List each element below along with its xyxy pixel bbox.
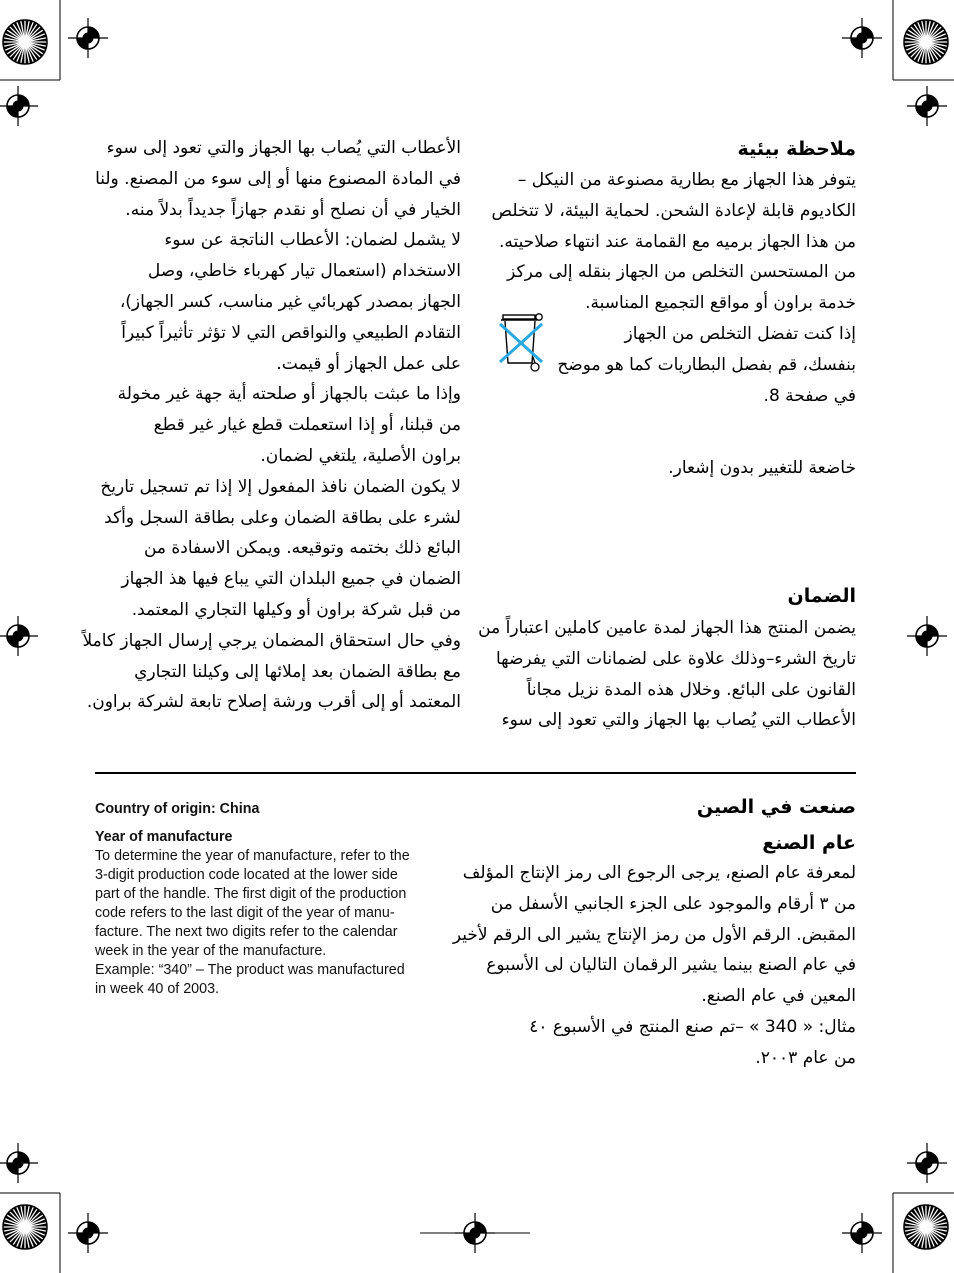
warranty-line: لشرء على بطاقة الضمان وعلى بطاقة السجل وأكد (104, 507, 461, 528)
origin-en-line: week in the year of the manufacture. (95, 943, 327, 959)
registration-mark-icon (0, 616, 38, 656)
warranty-line: الجهاز بمصدر كهربائي غير مناسب، كسر الجهاز)، (119, 291, 461, 312)
color-star-icon (904, 20, 948, 64)
warranty-line: من قبل شركة براون أو وكيلها التجاري المعتمد. (131, 599, 461, 620)
env-note-line: من هذا الجهاز برميه مع القمامة عند انتهاء صلاحيته. (499, 231, 856, 252)
origin-en-line: Example: “340” – The product was manufactured (95, 962, 405, 978)
warranty-line: في المادة المصنوع منها أو إلى سوء من المصنع. ولنا (95, 168, 461, 189)
origin-en-line: part of the handle. The first digit of the production (95, 886, 407, 902)
country-of-origin-label: Country of origin: China (95, 801, 260, 817)
warranty-line: وفي حال استحقاق المضمان يرجي إرسال الجهاز كاملاً (82, 630, 461, 651)
warranty-line: الضمان في جميع البلدان التي يباع فيها هذ الجهاز (121, 569, 461, 590)
registration-mark-icon (842, 18, 882, 58)
warranty-line: الأعطاب التي يُصاب بها الجهاز والتي تعود إلى سوء (501, 710, 856, 731)
warranty-line: لا يكون الضمان نافذ المفعول إلا إذا تم تسجيل تاريخ (100, 476, 461, 497)
origin-en-line: code refers to the last digit of the year of manu- (95, 905, 395, 921)
year-of-manufacture-title: Year of manufacture (95, 829, 233, 845)
warranty-line: براون الأصلية، يلتغي لضمان. (260, 445, 461, 466)
origin-en-line: To determine the year of manufacture, refer to the (95, 848, 410, 864)
origin-ar-line: في عام الصنع بينما يشير الرقمان التاليان لى الأسبوع (486, 955, 856, 976)
registration-mark-icon (68, 1213, 108, 1253)
warranty-line: على عمل الجهاز أو قيمت. (276, 353, 461, 374)
registration-mark-icon (842, 1213, 882, 1253)
origin-english-section (95, 800, 475, 999)
origin-arabic-section (452, 792, 856, 1074)
warranty-line: يضمن المنتج هذا الجهاز لمدة عامين كاملين اعتباراً من (478, 618, 856, 638)
origin-en-line: facture. The next two digits refer to the calendar (95, 924, 398, 940)
origin-en-line: in week 40 of 2003. (95, 981, 219, 997)
country-of-origin-arabic: صنعت في الصين (696, 796, 856, 818)
env-note-line: من المستحسن التخلص من الجهاز بنقله إلى مركز (507, 262, 856, 283)
env-note-line: في صفحة 8. (763, 385, 856, 406)
origin-ar-line: لمعرفة عام الصنع، يرجى الرجوع الى رمز الإنتاج المؤلف (462, 863, 856, 883)
warranty-title: الضمان (787, 585, 856, 607)
env-note-line: الكاديوم قابلة لإعادة الشحن. لحماية البيئة، لا تتخلص (491, 200, 856, 221)
env-note-line: يتوفر هذا الجهاز مع بطارية مصنوعة من النيكل – (517, 170, 856, 190)
warranty-section (476, 580, 856, 736)
origin-ar-line: من عام ٢٠٠٣. (755, 1047, 856, 1068)
registration-mark-icon (907, 1143, 947, 1183)
warranty-line: الخيار في أن نصلح أو نقدم جهازاً جديداً بدلاً منه. (125, 199, 461, 220)
warranty-line: وإذا ما عبثت بالجهاز أو صلحته أية جهة غير مخولة (117, 384, 461, 405)
registration-mark-icon (68, 18, 108, 58)
section-divider (95, 772, 856, 774)
registration-mark-icon (907, 616, 947, 656)
warranty-line: تاريخ الشرء–وذلك علاوة على لضمانات التي يفرضها (495, 648, 856, 669)
color-star-icon (3, 1205, 47, 1249)
color-star-icon (904, 1205, 948, 1249)
year-of-manufacture-arabic-title: عام الصنع (762, 832, 856, 854)
crossed-out-wheelie-bin-icon (497, 311, 547, 377)
registration-mark-icon (907, 86, 947, 126)
warranty-line: الأعطاب التي يُصاب بها الجهاز والتي تعود إلى سوء (106, 138, 461, 158)
warranty-line: التقادم الطبيعي والنواقص التي لا تؤثر تأثيراً كبيراً (121, 322, 461, 343)
color-star-icon (3, 20, 47, 64)
warranty-line: من قبلنا، أو إذا استعملت قطع غيار غير قطع (153, 415, 461, 436)
origin-ar-line: المعين في عام الصنع. (701, 986, 856, 1007)
warranty-line: الاستخدام (استعمال تيار كهرباء خاطي، وصل (147, 261, 461, 282)
warranty-line: لا يشمل لضمان: الأعطاب الناتجة عن سوء (164, 230, 461, 251)
env-note-line: بنفسك، قم بفصل البطاريات كما هو موضح (557, 354, 856, 375)
origin-en-line: 3-digit production code located at the lower side (95, 867, 398, 883)
origin-ar-line: المقبض. الرقم الأول من رمز الإنتاج يشير الى الرقم لأخير (452, 924, 856, 945)
origin-ar-line: مثال: « 340 » –تم صنع المنتج في الأسبوع ٤٠ (529, 1016, 856, 1037)
warranty-continued-section (81, 133, 461, 718)
environmental-note-title: ملاحظة بيئية (737, 138, 856, 160)
env-note-line: إذا كنت تفضل التخلص من الجهاز (624, 323, 856, 344)
warranty-line: البائع ذلك بختمه وتوقيعه. ويمكن الاسفادة من (143, 538, 461, 559)
warranty-line: القانون على البائع. وخلال هذه المدة نزيل مجاناً (526, 679, 856, 700)
registration-mark-icon (0, 1143, 38, 1183)
change-notice: خاضعة للتغيير بدون إشعار. (668, 458, 856, 478)
registration-mark-icon (0, 86, 38, 126)
env-note-line: خدمة براون أو مواقع التجميع المناسبة. (585, 293, 856, 314)
warranty-line: المعتمد أو إلى أقرب ورشة إصلاح تابعة لشركة براون. (86, 692, 461, 713)
origin-ar-line: من ٣ أرقام والموجود على الجزء الجانبي الأسفل من (490, 893, 856, 914)
warranty-line: مع بطاقة الضمان بعد إملائها إلى وكيلنا التجاري (134, 661, 461, 682)
